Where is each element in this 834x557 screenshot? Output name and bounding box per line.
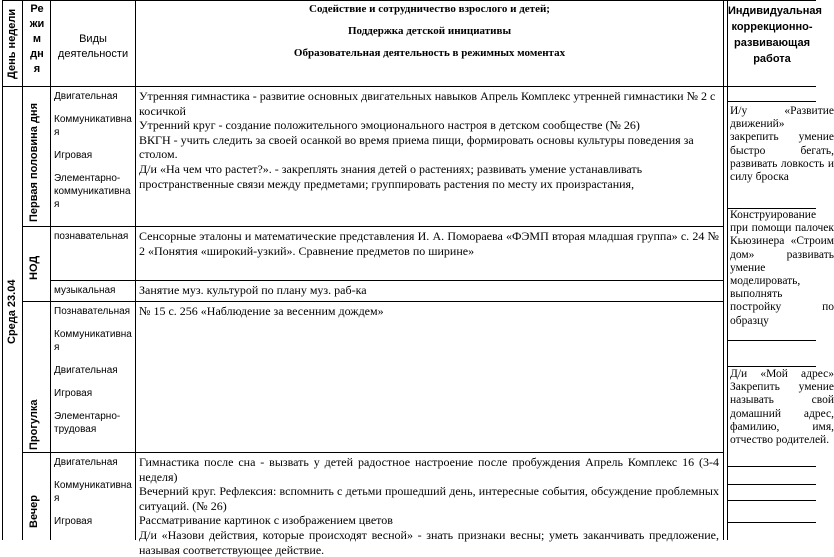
header-center-line1: Содействие и сотрудничество взрослого и детей; [309,3,550,15]
activities-first-half [54,90,134,211]
content-line: Рассматривание картинок с изображением цветов [139,513,393,528]
content-line: Гимнастика после сна - вызвать у детей радостное настроение после пробуждения Апрель Комплекс 16 (3-4 неделя) [139,455,719,484]
section-label-walk: Прогулка [28,399,40,450]
content-line: Д/и «Назови действия, которые происходят весной» - знать признаки весны; уметь заканчивать предложение, называя соответствующее действие. [139,527,719,557]
content-first-half [139,89,719,191]
activity-item: Познавательная [54,306,131,317]
activity-item: я [54,342,60,353]
content-walk: № 15 с. 256 «Наблюдение за весенним дождем» [139,304,384,318]
individual-work-block-3: Д/и «Мой адрес» Закрепить умение называть свой домашний адрес, фамилию, имя, отчество родителей. [730,368,834,447]
activity-item: я [54,199,60,210]
content-line: Д/и «На чем что растет?». - закреплять знания детей о растениях; развивать умение устанавливать пространственные связи между предметами; группировать растения по месту их произрастания, [139,161,643,191]
activity-item: трудовая [54,424,97,435]
activity-item: Двигательная [54,457,118,468]
content-line: Утренний круг - создание положительного эмоционального настроя в детском сообществе (№ 26) [139,118,640,133]
day-label: Среда 23.04 [6,279,18,344]
content-line: Вечерний круг. Рефлексия: вспомнить с детьми прошедший день, интересные события, обсуждение проблемных ситуаций. (№ 26) [139,484,719,513]
header-regime: Ре жи м дн я [29,3,45,75]
header-individual-work: Индивидуальная коррекционно- развивающая работа [728,5,822,65]
activity-item: Двигательная [54,365,118,376]
activity-item: Игровая [54,150,93,161]
activity-item: Элементарно- [54,411,121,422]
header-day-of-week: День недели [6,8,18,80]
activity-item: Элементарно- [54,173,121,184]
content-line: ВКГН - учить следить за своей осанкой во время приема пищи, формировать основы культуры поведения за столом. [139,132,694,162]
activity-item: Игровая [54,516,93,527]
individual-work-block-2: Конструирование при помощи палочек Кьюзинера «Строим дом» развивать умение моделировать, выполнять постройку по образцу [730,209,834,327]
activity-item: я [54,127,60,138]
activity-item: Коммуникативна [54,480,132,491]
activity-item: Коммуникативна [54,329,132,340]
activities-evening [54,456,134,528]
activities-walk [54,305,134,436]
content-line: Утренняя гимнастика - развитие основных двигательных навыков Апрель Комплекс утренней гимнастики № 2 с косичкой [139,89,716,118]
activity-item: коммуникативна [54,186,131,197]
individual-work-block-1: И/у «Развитие движений» закрепить умение быстро бегать, развивать ловкость и силу броска [730,105,834,184]
content-nod-music: Занятие муз. культурой по плану муз. раб-ка [139,283,367,297]
activity-item: Игровая [54,388,93,399]
section-label-nod: НОД [28,255,40,280]
activity-nod-cognitive: познавательная [54,231,129,242]
activity-item: я [54,493,60,504]
content-nod-cognitive: Сенсорные эталоны и математические представления И. А. Помораева «ФЭМП вторая младшая группа» с. 24 № 2 «Понятия «широкий-узкий». Сравнение предметов по ширине» [139,229,719,258]
section-label-first-half: Первая половина дня [28,103,40,222]
section-label-evening: Вечер [28,494,40,528]
header-center-title [136,2,723,60]
activity-item: Двигательная [54,91,118,102]
header-activities: Виды деятельности [57,33,129,60]
individual-work-column [728,87,834,540]
header-center-line2: Поддержка детской инициативы [347,25,512,37]
header-center-line3: Образовательная деятельность в режимных моментах [293,47,566,59]
activity-item: Коммуникативна [54,114,132,125]
activity-nod-music: музыкальная [54,285,116,296]
content-evening [139,455,719,557]
